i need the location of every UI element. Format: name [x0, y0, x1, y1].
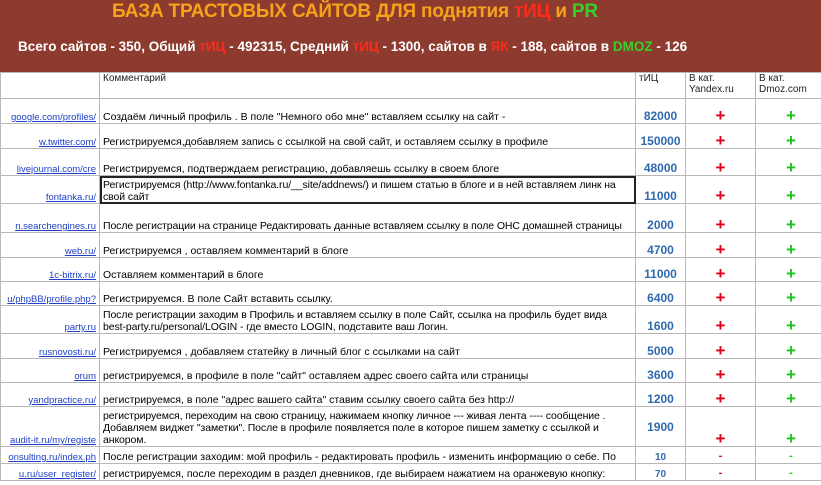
summary-s2: тИЦ: [199, 39, 226, 54]
cell-url[interactable]: u/phpBB/profile.php?: [1, 282, 100, 306]
cell-yandex[interactable]: +: [686, 334, 756, 359]
sites-table: [0, 72, 821, 481]
cell-url[interactable]: 1c-bitrix.ru/: [1, 258, 100, 282]
cell-tic[interactable]: 1600: [636, 306, 686, 334]
cell-tic[interactable]: 6400: [636, 282, 686, 306]
cell-url[interactable]: web.ru/: [1, 233, 100, 258]
table-row: [1, 282, 821, 306]
spreadsheet-grid: [0, 72, 821, 485]
cell-yandex[interactable]: +: [686, 282, 756, 306]
cell-url-header[interactable]: [1, 73, 100, 99]
summary-s6: ЯК: [490, 39, 509, 54]
cell-yandex[interactable]: +: [686, 99, 756, 124]
cell-comment[interactable]: регистрируемся, после переходим в раздел дневников, где выбираем нажатием на оранжевую кнопку:: [100, 464, 636, 481]
cell-yandex[interactable]: +: [686, 383, 756, 407]
cell-yandex[interactable]: +: [686, 204, 756, 233]
cell-yandex-header[interactable]: В кат. Yandex.ru: [686, 73, 756, 99]
summary-s1: Всего сайтов - 350, Общий: [18, 39, 200, 54]
table-row: [1, 359, 821, 383]
cell-yandex[interactable]: +: [686, 233, 756, 258]
cell-dmoz[interactable]: +: [756, 204, 821, 233]
summary-s7: - 188, сайтов в: [508, 39, 613, 54]
cell-tic[interactable]: 11000: [636, 176, 686, 204]
cell-dmoz[interactable]: -: [756, 464, 821, 481]
cell-comment[interactable]: Регистрируемся,добавляем запись с ссылкой на свой сайт, и оставляем ссылку в профиле: [100, 124, 636, 149]
cell-comment-selected[interactable]: Регистрируемся (http://www.fontanka.ru/__site/addnews/) и пишем статью в блоге и в ней вставляем линк на свой сайт: [100, 176, 636, 204]
cell-yandex[interactable]: +: [686, 258, 756, 282]
cell-tic[interactable]: 5000: [636, 334, 686, 359]
cell-tic[interactable]: 4700: [636, 233, 686, 258]
cell-url[interactable]: audit-it.ru/my/registe: [1, 407, 100, 447]
cell-comment[interactable]: регистрируемся, в поле "адрес вашего сайта" ставим ссылку своего сайта без http://: [100, 383, 636, 407]
cell-comment[interactable]: регистрируемся, переходим на свою страницу, нажимаем кнопку личное --- живая лента ---- сообщение . Добавляем виджет "заметки". После в профиле появляется поле в которое пишем заметку с ссылкой и анкором.: [100, 407, 636, 447]
title-part-1: БАЗА ТРАСТОВЫХ САЙТОВ ДЛЯ: [112, 1, 421, 22]
cell-comment[interactable]: регистрируемся, в профиле в поле "сайт" оставляем адрес своего сайта или страницы: [100, 359, 636, 383]
header-row: [1, 73, 821, 99]
cell-dmoz[interactable]: +: [756, 233, 821, 258]
title-part-2: поднятия: [421, 1, 515, 22]
summary-line: [18, 39, 687, 54]
title-part-5: PR: [571, 1, 598, 22]
cell-tic-header[interactable]: тИЦ: [636, 73, 686, 99]
cell-url[interactable]: yandpractice.ru/: [1, 383, 100, 407]
table-row: [1, 464, 821, 481]
cell-yandex[interactable]: +: [686, 407, 756, 447]
cell-yandex[interactable]: +: [686, 176, 756, 204]
cell-url[interactable]: rusnovosti.ru/: [1, 334, 100, 359]
cell-tic[interactable]: 11000: [636, 258, 686, 282]
cell-dmoz[interactable]: +: [756, 99, 821, 124]
cell-tic[interactable]: 10: [636, 447, 686, 464]
cell-url[interactable]: party.ru: [1, 306, 100, 334]
cell-dmoz[interactable]: +: [756, 407, 821, 447]
cell-comment-header[interactable]: Комментарий: [100, 73, 636, 99]
table-row: [1, 233, 821, 258]
title-part-3: тИЦ: [514, 1, 551, 22]
cell-yandex[interactable]: +: [686, 124, 756, 149]
cell-url[interactable]: onsulting.ru/index.ph: [1, 447, 100, 464]
cell-tic[interactable]: 1900: [636, 407, 686, 447]
cell-comment[interactable]: После регистрации заходим в Профиль и вставляем ссылку в поле Сайт, ссылка на профиль будет вида best-party.ru/personal/LOGIN - где вместо LOGIN, подставите ваш Логин.: [100, 306, 636, 334]
cell-dmoz[interactable]: +: [756, 383, 821, 407]
table-row: [1, 176, 821, 204]
table-row: [1, 334, 821, 359]
cell-tic[interactable]: 2000: [636, 204, 686, 233]
cell-comment[interactable]: Создаём личный профиль . В поле "Немного обо мне" вставляем ссылку на сайт -: [100, 99, 636, 124]
cell-tic[interactable]: 82000: [636, 99, 686, 124]
cell-dmoz[interactable]: +: [756, 176, 821, 204]
cell-dmoz[interactable]: +: [756, 306, 821, 334]
summary-s5: - 1300, сайтов в: [378, 39, 491, 54]
table-row: [1, 124, 821, 149]
summary-s4: тИЦ: [352, 39, 379, 54]
sheet-header-banner: [0, 0, 821, 72]
cell-url[interactable]: livejournal.com/cre: [1, 149, 100, 176]
title-part-4: и: [550, 1, 572, 22]
cell-comment[interactable]: Регистрируемся , оставляем комментарий в блоге: [100, 233, 636, 258]
cell-comment[interactable]: После регистрации заходим: мой профиль - редактировать профиль - изменить информацию о себе. По: [100, 447, 636, 464]
cell-dmoz[interactable]: +: [756, 149, 821, 176]
cell-dmoz[interactable]: -: [756, 447, 821, 464]
cell-yandex[interactable]: +: [686, 306, 756, 334]
cell-tic[interactable]: 48000: [636, 149, 686, 176]
table-row: [1, 258, 821, 282]
table-row: [1, 383, 821, 407]
summary-s3: - 492315, Средний: [225, 39, 353, 54]
table-row: [1, 99, 821, 124]
cell-url[interactable]: n.searchengines.ru: [1, 204, 100, 233]
cell-yandex[interactable]: +: [686, 149, 756, 176]
cell-dmoz[interactable]: +: [756, 124, 821, 149]
table-row: [1, 447, 821, 464]
cell-yandex[interactable]: -: [686, 447, 756, 464]
cell-url[interactable]: orum: [1, 359, 100, 383]
cell-url[interactable]: fontanka.ru/: [1, 176, 100, 204]
cell-tic[interactable]: 3600: [636, 359, 686, 383]
cell-comment[interactable]: После регистрации на странице Редактировать данные вставляем ссылку в поле ОНС домашней страницы: [100, 204, 636, 233]
cell-dmoz[interactable]: +: [756, 258, 821, 282]
cell-dmoz[interactable]: +: [756, 334, 821, 359]
cell-dmoz[interactable]: +: [756, 282, 821, 306]
page-title: [112, 1, 598, 23]
table-row: [1, 149, 821, 176]
table-row: [1, 204, 821, 233]
cell-dmoz[interactable]: +: [756, 359, 821, 383]
cell-url[interactable]: w.twitter.com/: [1, 124, 100, 149]
cell-comment[interactable]: Оставляем комментарий в блоге: [100, 258, 636, 282]
cell-yandex[interactable]: -: [686, 464, 756, 481]
cell-yandex[interactable]: +: [686, 359, 756, 383]
cell-comment[interactable]: Регистрируемся, подтверждаем регистрацию, добавляешь ссылку в своем блоге: [100, 149, 636, 176]
table-row: [1, 306, 821, 334]
cell-comment[interactable]: Регистрируемся , добавляем статейку в личный блог с ссылками на сайт: [100, 334, 636, 359]
cell-tic[interactable]: 1200: [636, 383, 686, 407]
cell-tic[interactable]: 70: [636, 464, 686, 481]
cell-url[interactable]: google.com/profiles/: [1, 99, 100, 124]
summary-s8: DMOZ: [612, 39, 653, 54]
table-row: [1, 407, 821, 447]
cell-comment[interactable]: Регистрируемся. В поле Сайт вставить ссылку.: [100, 282, 636, 306]
cell-dmoz-header[interactable]: В кат. Dmoz.com: [756, 73, 821, 99]
cell-url[interactable]: u.ru/user_register/: [1, 464, 100, 481]
cell-tic[interactable]: 150000: [636, 124, 686, 149]
summary-s9: - 126: [652, 39, 688, 54]
